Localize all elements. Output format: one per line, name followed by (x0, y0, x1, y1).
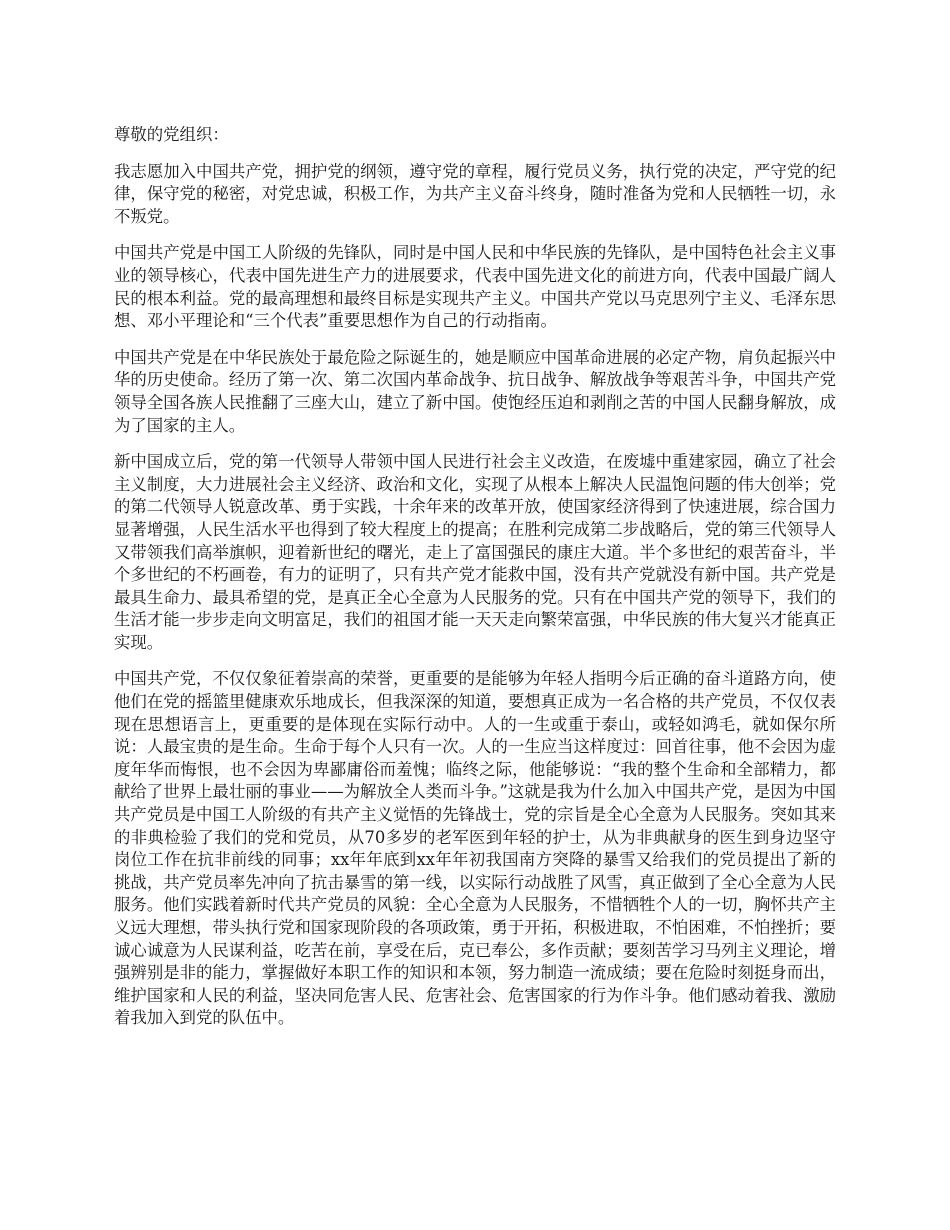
paragraph-new-china: 新中国成立后，党的第一代领导人带领中国人民进行社会主义改造，在废墟中重建家园，确立了社会主义制度，大力进展社会主义经济、政治和文化，实现了从根本上解决人民温饱问题的伟大创举；党的第二代领导人锐意改革、勇于实践，十余年来的改革开放，使国家经济得到了快速进展，综合国力显著增强，人民生活水平也得到了较大程度上的提高；在胜利完成第二步战略后，党的第三代领导人又带领我们高举旗帜，迎着新世纪的曙光，走上了富国强民的康庄大道。半个多世纪的艰苦奋斗，半个多世纪的不朽画卷，有力的证明了，只有共产党才能救中国，没有共产党就没有新中国。共产党是最具生命力、最具希望的党，是真正全心全意为人民服务的党。只有在中国共产党的领导下，我们的生活才能一步步走向文明富足，我们的祖国才能一天天走向繁荣富强，中华民族的伟大复兴才能真正实现。 (114, 452, 836, 652)
paragraph-party-nature: 中国共产党是中国工人阶级的先锋队，同时是中国人民和中华民族的先锋队，是中国特色社会主义事业的领导核心，代表中国先进生产力的进展要求，代表中国先进文化的前进方向，代表中国最广阔人民的根本利益。党的最高理想和最终目标是实现共产主义。中国共产党以马克思列宁主义、毛泽东思想、邓小平理论和“三个代表”重要思想作为自己的行动指南。 (114, 243, 836, 331)
paragraph-oath: 我志愿加入中国共产党，拥护党的纲领，遵守党的章程，履行党员义务，执行党的决定，严守党的纪律，保守党的秘密，对党忠诚，积极工作，为共产主义奋斗终身，随时准备为党和人民牺牲一切，永不叛党。 (114, 161, 836, 226)
paragraph-personal-motivation: 中国共产党，不仅仅象征着崇高的荣誉，更重要的是能够为年轻人指明今后正确的奋斗道路方向，使他们在党的摇篮里健康欢乐地成长，但我深深的知道，要想真正成为一名合格的共产党员，不仅仅表现在思想语言上，更重要的是体现在实际行动中。人的一生或重于泰山，或轻如鸿毛，就如保尔所说：人最宝贵的是生命。生命于每个人只有一次。人的一生应当这样度过：回首往事，他不会因为虚度年华而悔恨，也不会因为卑鄙庸俗而羞愧；临终之际，他能够说：“我的整个生命和全部精力，都献给了世界上最壮丽的事业——为解放全人类而斗争。”这就是我为什么加入中国共产党，是因为中国共产党员是中国工人阶级的有共产主义觉悟的先锋战士，党的宗旨是全心全意为人民服务。突如其来的非典检验了我们的党和党员，从70多岁的老军医到年轻的护士，从为非典献身的医生到身边坚守岗位工作在抗非前线的同事；xx年年底到xx年年初我国南方突降的暴雪又给我们的党员提出了新的挑战，共产党员率先冲向了抗击暴雪的第一线，以实际行动战胜了风雪，真正做到了全心全意为人民服务。他们实践着新时代共产党员的风貌：全心全意为人民服务，不惜牺牲个人的一切，胸怀共产主义远大理想，带头执行党和国家现阶段的各项政策，勇于开拓，积极进取，不怕困难，不怕挫折；要诚心诚意为人民谋利益，吃苦在前，享受在后，克已奉公，多作贡献；要刻苦学习马列主义理论，增强辨别是非的能力，掌握做好本职工作的知识和本领，努力制造一流成绩；要在危险时刻挺身而出，维护国家和人民的利益，坚决同危害人民、危害社会、危害国家的行为作斗争。他们感动着我、激励着我加入到党的队伍中。 (114, 669, 836, 1028)
salutation: 尊敬的党组织： (114, 125, 229, 144)
paragraph-party-history: 中国共产党是在中华民族处于最危险之际诞生的，她是顺应中国革命进展的必定产物，肩负起振兴中华的历史使命。经历了第一次、第二次国内革命战争、抗日战争、解放战争等艰苦斗争，中国共产党领导全国各族人民推翻了三座大山，建立了新中国。使饱经压迫和剥削之苦的中国人民翻身解放，成为了国家的主人。 (114, 347, 836, 435)
document-body (114, 124, 836, 1044)
